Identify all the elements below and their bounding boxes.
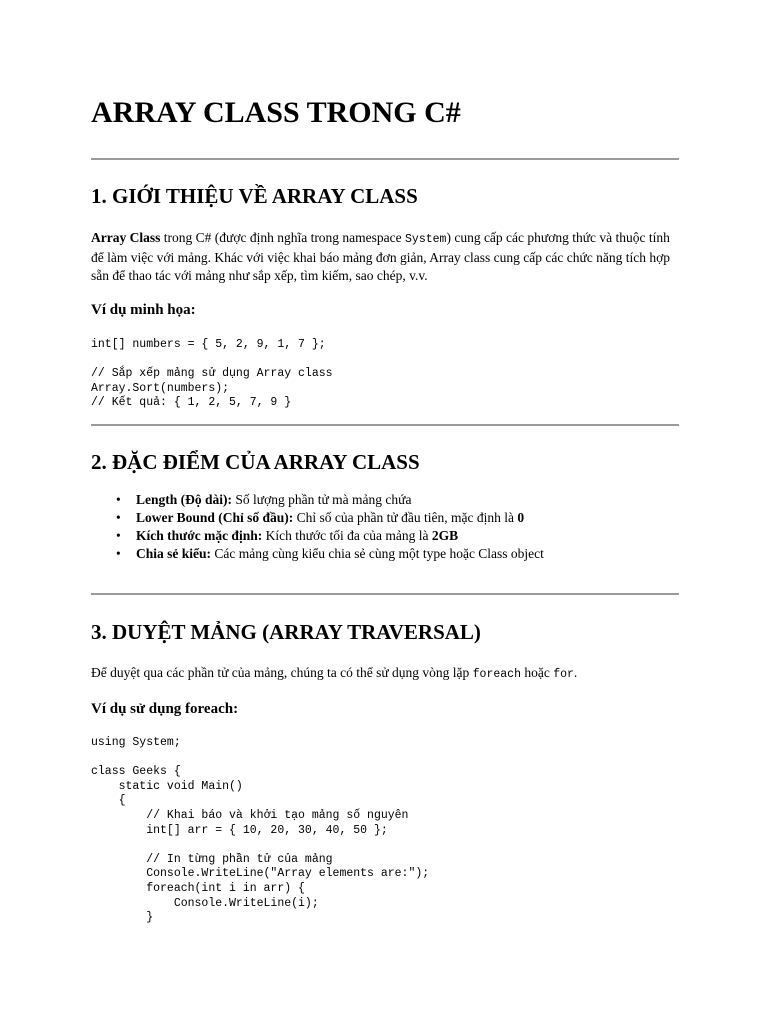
section-heading-traversal: 3. DUYỆT MẢNG (ARRAY TRAVERSAL) — [91, 620, 481, 644]
inline-code-for: for — [553, 668, 574, 681]
inline-code-system: System — [405, 233, 447, 246]
bullet-icon: • — [116, 528, 121, 543]
traversal-text-part3: . — [573, 665, 578, 680]
section-divider — [91, 424, 679, 426]
intro-paragraph — [91, 229, 681, 285]
page-title: ARRAY CLASS TRONG C# — [91, 96, 461, 129]
feature-desc: Kích thước tối đa của mảng là — [262, 528, 432, 543]
feature-term: Chia sẻ kiểu: — [136, 546, 212, 561]
feature-desc: Số lượng phần tử mà mảng chứa — [232, 492, 412, 507]
traversal-paragraph — [91, 664, 681, 684]
example-heading-foreach: Ví dụ sử dụng foreach: — [91, 701, 239, 717]
traversal-text-part2: hoặc — [520, 665, 554, 680]
list-item — [91, 509, 691, 527]
bullet-icon: • — [116, 492, 121, 507]
traversal-text-part1: Để duyệt qua các phần tử của mảng, chúng ta có thể sử dụng vòng lặp — [91, 665, 473, 680]
list-item — [91, 545, 691, 563]
code-block-foreach: using System; class Geeks { static void Main() { // Khai báo và khởi tạo mảng số nguyên int[] arr = { 10, 20, 30, 40, 50 }; // In từng phần tử của mảng Console.WriteLine("Array elements are:"); foreach(int i in arr) { Console.WriteLine(i); } — [91, 736, 430, 925]
section-heading-intro: 1. GIỚI THIỆU VỀ ARRAY CLASS — [91, 184, 418, 208]
code-block-sort: int[] numbers = { 5, 2, 9, 1, 7 }; // Sắp xếp mảng sử dụng Array class Array.Sort(numbers); // Kết quả: { 1, 2, 5, 7, 9 } — [91, 338, 333, 410]
intro-text-part1: trong C# (được định nghĩa trong namespace — [160, 230, 406, 245]
feature-value: 0 — [517, 510, 525, 525]
section-divider — [91, 158, 679, 160]
term-array-class: Array Class — [91, 230, 161, 245]
example-heading-illustration: Ví dụ minh họa: — [91, 302, 196, 318]
feature-term: Length (Độ dài): — [136, 492, 233, 507]
intro-text-part2: ) cung cấp các phương thức và thuộc tính để làm việc với mảng. Khác với việc khai báo mảng đơn giản, Array class cung cấp các chức năng tích hợp sẵn để thao tác với mảng như sắp xếp, tìm kiếm, sao chép, v.v. — [91, 230, 671, 283]
section-divider — [91, 593, 679, 595]
features-list — [91, 491, 691, 563]
bullet-icon: • — [116, 510, 121, 525]
feature-desc: Chỉ số của phần tử đầu tiên, mặc định là — [293, 510, 518, 525]
list-item — [91, 527, 691, 545]
bullet-icon: • — [116, 546, 121, 561]
feature-value: 2GB — [431, 528, 459, 543]
list-item — [91, 491, 691, 509]
feature-term: Lower Bound (Chỉ số đầu): — [136, 510, 294, 525]
feature-term: Kích thước mặc định: — [136, 528, 263, 543]
feature-desc: Các mảng cùng kiểu chia sẻ cùng một type hoặc Class object — [211, 546, 544, 561]
inline-code-foreach: foreach — [472, 668, 521, 681]
section-heading-features: 2. ĐẶC ĐIỂM CỦA ARRAY CLASS — [91, 450, 420, 474]
